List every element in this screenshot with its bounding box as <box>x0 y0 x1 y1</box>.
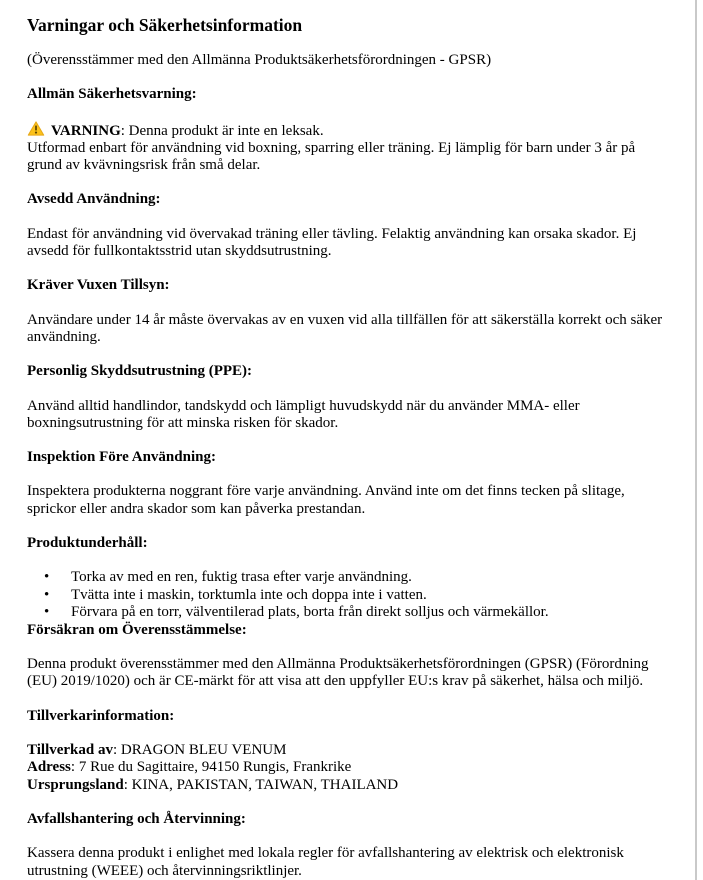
section-heading-manufacturer: Tillverkarinformation: <box>27 707 175 724</box>
section-body-supervision: Användare under 14 år måste övervakas av en vuxen vid alla tillfällen för att säkerställa korrekt och säker användning. <box>27 311 663 345</box>
section-heading-disposal: Avfallshantering och Återvinning: <box>27 810 246 827</box>
section-body-intended-use: Endast för användning vid övervakad träning eller tävling. Felaktig användning kan orsaka skador. Ej avsedd för fullkontaktsstrid utan skyddsutrustning. <box>27 225 637 260</box>
section-body-ppe: Använd alltid handlindor, tandskydd och lämpligt huvudskydd när du använder MMA- eller boxningsutrustning för att minska risken för skador. <box>27 397 580 431</box>
warning-body: Utformad enbart för användning vid boxning, sparring eller träning. Ej lämplig för barn under 3 år på grund av kvävningsrisk från små delar. <box>27 139 636 174</box>
section-heading-ppe: Personlig Skyddsutrustning (PPE): <box>27 363 253 380</box>
bullet-icon: • <box>44 586 50 603</box>
manufacturer-label: Tillverkad av <box>27 742 113 759</box>
manufacturer-value: : 7 Rue du Sagittaire, 94150 Rungis, Frankrike <box>70 759 352 776</box>
list-item <box>27 569 673 587</box>
manufacturer-value: : KINA, PAKISTAN, TAIWAN, THAILAND <box>123 776 399 793</box>
bullet-text: Torka av med en ren, fuktig trasa efter varje användning. <box>71 569 412 586</box>
manufacturer-line <box>27 777 673 794</box>
bullet-icon: • <box>44 569 50 586</box>
warning-triangle-icon <box>27 121 45 136</box>
section-heading-maintenance: Produktunderhåll: <box>27 535 148 552</box>
list-item <box>27 587 673 605</box>
manufacturer-line <box>27 742 673 759</box>
subtitle: (Överensstämmer med den Allmänna Produktsäkerhetsförordningen - GPSR) <box>27 52 492 68</box>
section-heading-inspection: Inspektion Före Användning: <box>27 449 216 466</box>
manufacturer-label: Ursprungsland <box>27 776 124 793</box>
page-edge-divider <box>695 0 697 880</box>
section-body-disposal: Kassera denna produkt i enlighet med lokala regler för avfallshantering av elektrisk och elektronisk utrustning (WEEE) och återvinningsriktlinjer. <box>27 845 624 879</box>
warning-line <box>27 121 673 140</box>
section-heading-supervision: Kräver Vuxen Tillsyn: <box>27 277 170 294</box>
bullet-text: Tvätta inte i maskin, torktumla inte och doppa inte i vatten. <box>71 586 427 603</box>
list-item <box>27 604 673 622</box>
page-title: Varningar och Säkerhetsinformation <box>27 15 303 35</box>
bullet-text: Förvara på en torr, välventilerad plats, borta från direkt solljus och värmekällor. <box>71 604 549 621</box>
manufacturer-line <box>27 759 673 776</box>
warning-label: VARNING <box>51 122 121 139</box>
section-body-inspection: Inspektera produkterna noggrant före varje användning. Använd inte om det finns tecken på slitage, sprickor eller andra skador som kan påverka prestandan. <box>27 483 625 517</box>
manufacturer-value: : DRAGON BLEU VENUM <box>113 742 287 759</box>
maintenance-list <box>27 569 673 622</box>
section-heading-conformity: Försäkran om Överensstämmelse: <box>27 621 247 638</box>
bullet-icon: • <box>44 604 50 621</box>
warning-block <box>27 121 673 175</box>
manufacturer-label: Adress <box>27 759 71 776</box>
section-heading-general-warning: Allmän Säkerhetsvarning: <box>27 86 197 103</box>
manufacturer-info <box>27 742 673 794</box>
warning-label-suffix: : Denna produkt är inte en leksak. <box>120 122 324 139</box>
section-heading-intended-use: Avsedd Användning: <box>27 191 161 208</box>
section-body-conformity: Denna produkt överensstämmer med den Allmänna Produktsäkerhetsförordningen (GPSR) (Förordning (EU) 2019/1020) och är CE-märkt för att visa att den uppfyller EU:s krav på säkerhet, hälsa och miljö. <box>27 656 649 690</box>
